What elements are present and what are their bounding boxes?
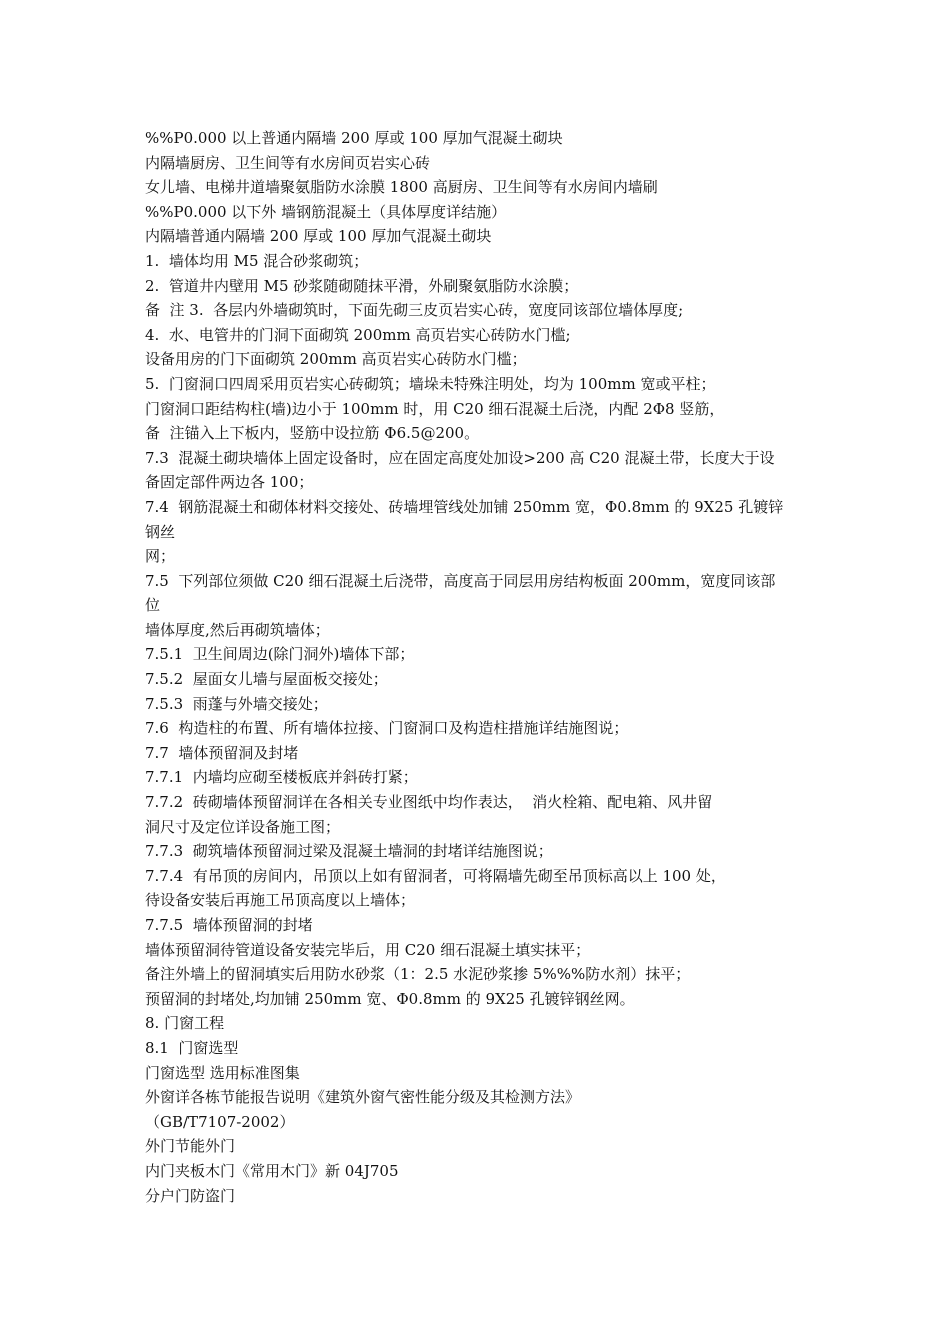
text-line: 7.3 混凝土砌块墙体上固定设备时，应在固定高度处加设>200 高 C20 混凝土带，长度大于设	[145, 448, 775, 467]
text-line: 待设备安装后再施工吊顶高度以上墙体；	[145, 891, 416, 910]
text-line: 门窗选型 选用标准图集	[145, 1063, 300, 1082]
text-line: 分户门防盗门	[145, 1186, 236, 1205]
text-line: 7.7.1 内墙均应砌至楼板底并斜砖打紧；	[145, 768, 418, 787]
text-line: 7.7 墙体预留洞及封堵	[145, 743, 299, 762]
text-line: 备固定部件两边各 100；	[145, 473, 314, 492]
text-line: 7.4 钢筋混凝土和砌体材料交接处、砖墙埋管线处加铺 250mm 宽，Φ0.8mm 的 9X25 孔镀锌	[145, 497, 784, 516]
text-line: 7.6 构造柱的布置、所有墙体拉接、门窗洞口及构造柱措施详结施图说；	[145, 719, 629, 738]
text-line: 墙体厚度,然后再砌筑墙体；	[145, 620, 330, 639]
text-line: 备 注 3. 各层内外墙砌筑时，下面先砌三皮页岩实心砖，宽度同该部位墙体厚度;	[145, 301, 684, 320]
text-line: 外窗详各栋节能报告说明《建筑外窗气密性能分级及其检测方法》	[145, 1088, 581, 1107]
text-line: 外门节能外门	[145, 1137, 236, 1156]
text-line: 7.5.3 雨蓬与外墙交接处；	[145, 694, 328, 713]
text-line: 7.7.3 砌筑墙体预留洞过梁及混凝土墙洞的封堵详结施图说；	[145, 842, 553, 861]
text-line: 门窗洞口距结构柱(墙)边小于 100mm 时，用 C20 细石混凝土后浇，内配 2Φ8 竖筋，	[145, 399, 725, 418]
text-line: 女儿墙、电梯井道墙聚氨脂防水涂膜 1800 高厨房、卫生间等有水房间内墙刷	[145, 178, 658, 197]
text-line: 1. 墙体均用 M5 混合砂浆砌筑；	[145, 251, 369, 270]
text-line: 内门夹板木门《常用木门》新 04J705	[145, 1161, 399, 1180]
text-line: 设备用房的门下面砌筑 200mm 高页岩实心砖防水门槛；	[145, 350, 527, 369]
text-line: 内隔墙普通内隔墙 200 厚或 100 厚加气混凝土砌块	[145, 227, 492, 246]
text-line: %%P0.000 以上普通内隔墙 200 厚或 100 厚加气混凝土砌块	[145, 129, 563, 147]
text-line: 7.7.5 墙体预留洞的封堵	[145, 916, 313, 934]
text-line: （GB/T7107-2002）	[145, 1112, 295, 1131]
subsection-heading: 8.1 门窗选型	[145, 1038, 239, 1057]
text-line: 预留洞的封堵处,均加铺 250mm 宽、Φ0.8mm 的 9X25 孔镀锌钢丝网。	[145, 989, 635, 1008]
text-line: 网；	[145, 547, 176, 566]
text-line: 7.7.2 砖砌墙体预留洞详在各相关专业图纸中均作表达， 消火栓箱、配电箱、风井留	[145, 793, 713, 812]
text-line: 洞尺寸及定位详设备施工图；	[145, 817, 341, 836]
text-line: 7.5.2 屋面女儿墙与屋面板交接处；	[145, 670, 388, 689]
text-line: %%P0.000 以下外 墙钢筋混凝土（具体厚度详结施）	[145, 202, 507, 221]
text-line: 内隔墙厨房、卫生间等有水房间页岩实心砖	[145, 153, 431, 172]
text-line: 7.5.1 卫生间周边(除门洞外)墙体下部；	[145, 645, 415, 664]
text-line: 备 注锚入上下板内，竖筋中设拉筋 Φ6.5@200。	[145, 424, 480, 443]
text-line: 4. 水、电管井的门洞下面砌筑 200mm 高页岩实心砖防水门槛;	[145, 325, 571, 344]
text-line: 7.7.4 有吊顶的房间内，吊顶以上如有留洞者，可将隔墙先砌至吊顶标高以上 100 处，	[145, 866, 726, 885]
text-line: 备注外墙上的留洞填实后用防水砂浆（1：2.5 水泥砂浆掺 5%%%防水剂）抹平；	[145, 965, 691, 984]
section-heading: 8. 门窗工程	[145, 1014, 225, 1033]
text-line: 位	[145, 596, 161, 615]
document-body	[145, 126, 810, 1208]
text-line: 5. 门窗洞口四周采用页岩实心砖砌筑；墙垛未特殊注明处，均为 100mm 宽或平柱；	[145, 374, 716, 393]
text-line: 墙体预留洞待管道设备安装完毕后，用 C20 细石混凝土填实抹平；	[145, 940, 591, 959]
text-line: 2. 管道井内壁用 M5 砂浆随砌随抹平滑，外刷聚氨脂防水涂膜；	[145, 276, 579, 295]
text-line: 钢丝	[145, 522, 176, 541]
text-line: 7.5 下列部位须做 C20 细石混凝土后浇带，高度高于同层用房结构板面 200mm，宽度同该部	[145, 571, 776, 590]
